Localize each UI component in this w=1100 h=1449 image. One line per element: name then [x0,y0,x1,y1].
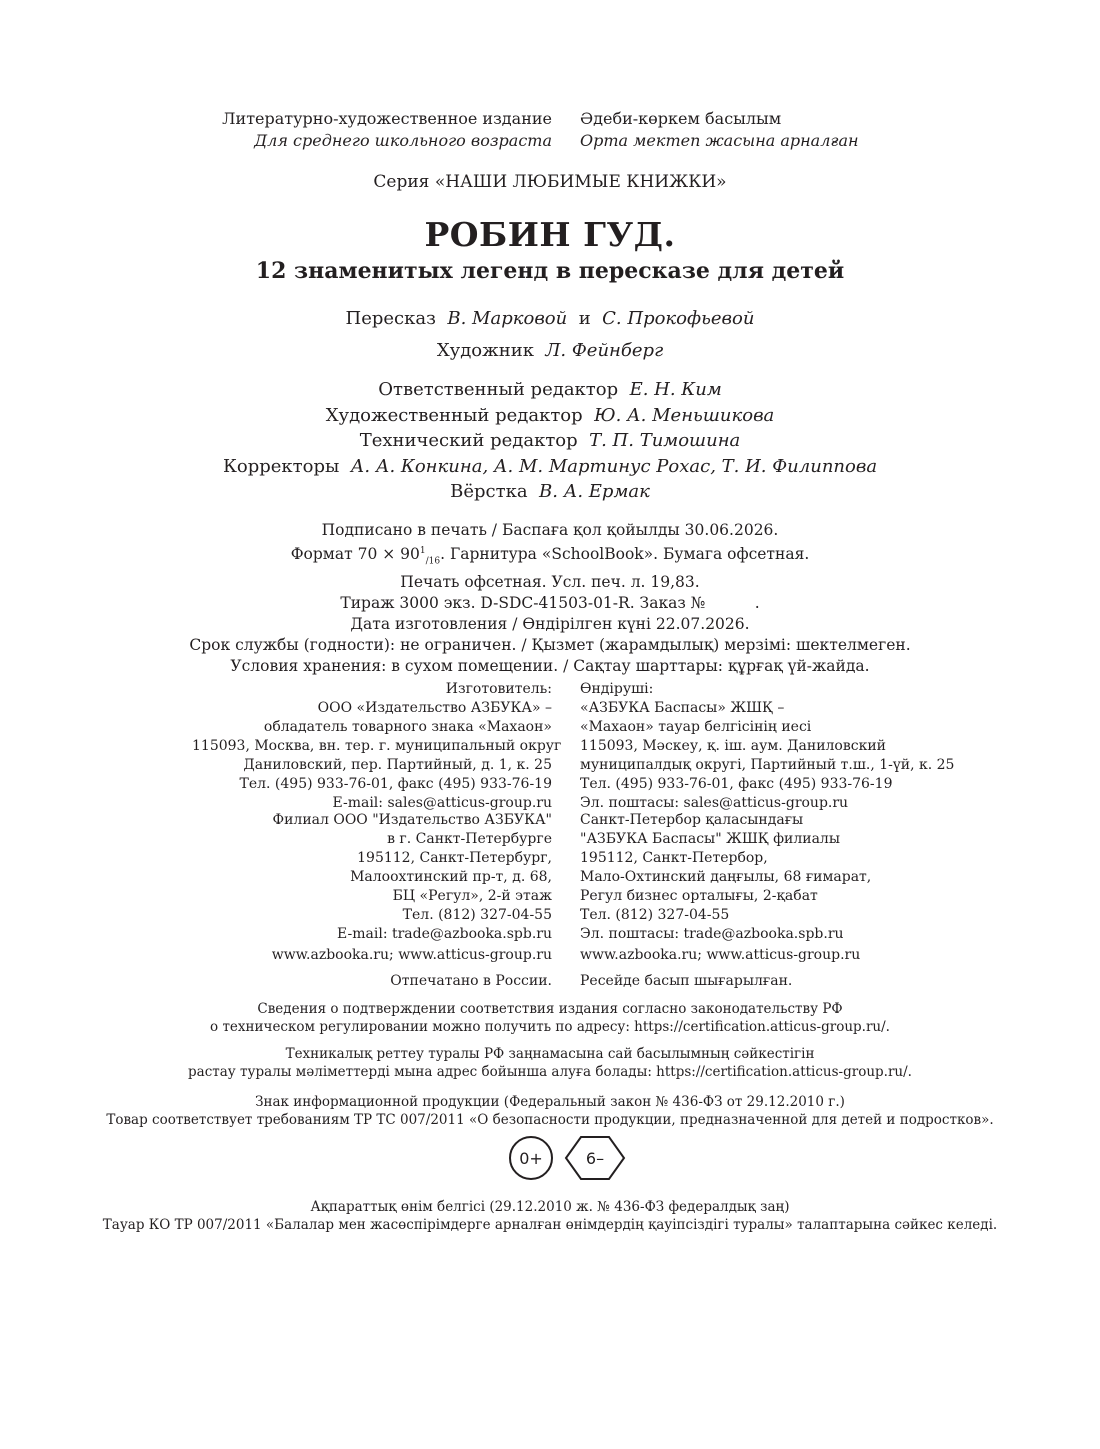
editor-name: Е. Н. Ким [629,379,722,400]
edition-type-kz: Әдеби-көркем басылым [580,109,782,128]
editor-name: А. А. Конкина, А. М. Мартинус Рохас, Т. И. Филиппова [350,455,878,477]
book-subtitle: 12 знаменитых легенд в пересказе для детей [255,258,845,284]
edition-type-ru: Литературно-художественное издание [222,109,552,128]
certification-kz-line: Техникалық реттеу туралы РФ заңнамасына сай басылымның сәйкестігін [285,1046,815,1062]
age-group-badge [563,1134,627,1182]
manufacturer-kz-line: Тел. (495) 933-76-01, факс (495) 933-76-19 [580,776,893,792]
branch-ru [192,811,552,944]
branch-ru-line: БЦ «Регул», 2-й этаж [392,888,552,904]
book-title: РОБИН ГУД. [424,215,676,254]
info-sign-ru-line: Товар соответствует требованиям ТР ТС 007/2011 «О безопасности продукции, предназначенной для детей и подростков». [106,1112,994,1128]
info-sign-ru-line: Знак информационной продукции (Федеральный закон № 436-ФЗ от 29.12.2010 г.) [255,1094,845,1110]
age-badges [0,1136,1100,1198]
editor-role: Ответственный редактор [378,379,619,400]
run-line: Тираж 3000 экз. D-SDC-41503-01-R. Заказ № . [340,594,760,613]
editor-role: Технический редактор [359,430,578,451]
certification-ru-line: Сведения о подтверждении соответствия издания согласно законодательству РФ [257,1001,843,1017]
branch-kz-line: Санкт-Петербор қаласындағы [580,812,804,828]
manufacturer-ru-email: E-mail: sales@atticus-group.ru [332,795,552,811]
editor-line [0,479,1100,505]
editor-role: Корректоры [222,455,340,477]
manufacturer-ru-line: Даниловский, пер. Партийный, д. 1, к. 25 [243,757,552,773]
editor-role: Вёрстка [450,481,528,502]
artist-line [0,340,1100,361]
format-prefix: Формат 70 × 90 [290,545,420,564]
made-date-line: Дата изготовления / Өндірілген күні 22.07.2026. [350,615,750,634]
storage-line: Условия хранения: в сухом помещении. / Сақтау шарттары: құрғақ үй-жайда. [230,657,870,676]
branch-kz-line: Регул бизнес орталығы, 2-қабат [580,888,818,904]
manufacturer-kz-line: Өндіруші: [580,681,654,697]
retold-name-1: В. Марковой [447,308,568,329]
printed-in-kz: Ресейде басып шығарылған. [580,973,793,989]
websites-ru: www.azbooka.ru; www.atticus-group.ru [271,947,552,963]
info-sign-kz-line: Тауар КО ТР 007/2011 «Балалар мен жасөспірімдерге арналған өнімдердің қауіпсіздігі туралы» талаптарына сәйкес келеді. [102,1217,998,1233]
editor-name: В. А. Ермак [539,481,650,502]
series-name: Серия «НАШИ ЛЮБИМЫЕ КНИЖКИ» [373,172,727,192]
retold-label: Пересказ [345,308,436,329]
manufacturer-ru-line: Изготовитель: [445,681,552,697]
format-sup: 1 [419,546,426,556]
manufacturer-kz-email: Эл. поштасы: sales@atticus-group.ru [580,795,849,811]
branch-ru-line: Малоохтинский пр-т, д. 68, [350,869,552,885]
signed-line: Подписано в печать / Баспаға қол қойылды 30.06.2026. [321,521,779,539]
manufacturer-kz-line: 115093, Мәскеу, қ. іш. аум. Даниловский [580,738,886,754]
certification-ru-line: о техническом регулировании можно получить по адресу: https://certification.atticus-group.ru/. [210,1019,890,1035]
manufacturer-kz-line: «Махаон» тауар белгісінің иесі [580,719,812,735]
branch-kz-line: 195112, Санкт-Петербор, [580,850,768,866]
certification-kz [0,1045,1100,1081]
branch-kz [580,811,940,944]
branch-ru-line: Тел. (812) 327-04-55 [402,907,552,923]
manufacturer-ru-line: обладатель товарного знака «Махаон» [263,719,552,735]
editor-line [0,403,1100,429]
branch-kz-line: "АЗБУКА Баспасы" ЖШҚ филиалы [580,831,840,847]
imprint-block [0,520,1100,677]
branch-ru-line: Филиал ООО "Издательство АЗБУКА" [272,812,552,828]
print-line: Печать офсетная. Усл. печ. л. 19,83. [400,573,700,592]
manufacturer-ru-line: ООО «Издательство АЗБУКА» – [317,700,552,716]
info-sign-kz-line: Ақпараттық өнім белгісі (29.12.2010 ж. № 436-ФЗ федералдық заң) [310,1199,790,1215]
branch-kz-line: Тел. (812) 327-04-55 [580,907,730,923]
editor-name: Ю. А. Меньшикова [594,404,775,426]
manufacturer-ru-line: 115093, Москва, вн. тер. г. муниципальный округ [192,738,562,754]
format-suffix: . Гарнитура «SchoolBook». Бумага офсетная. [440,545,810,564]
editor-role: Художественный редактор [325,404,583,426]
manufacturer-kz-line: муниципалдық округі, Партийный т.ш., 1-үй, к. 25 [580,757,955,773]
retold-name-2: С. Прокофьевой [602,308,755,329]
editor-line [0,428,1100,454]
service-life-line: Срок службы (годности): не ограничен. / Қызмет (жарамдылық) мерзімі: шектелмеген. [189,636,911,655]
branch-ru-line: в г. Санкт-Петербурге [387,831,552,847]
retold-and: и [578,308,591,329]
editor-line [0,454,1100,480]
manufacturer-kz-line: «АЗБУКА Баспасы» ЖШҚ – [580,700,785,716]
format-sub: /16 [425,556,441,567]
age-group-kz: Орта мектеп жасына арналған [580,131,859,150]
branch-ru-line: 195112, Санкт-Петербург, [357,850,552,866]
age-group-label: 6– [585,1148,605,1168]
editors-list [0,377,1100,505]
retold-by-line [0,308,1100,329]
manufacturer-ru [192,680,562,813]
editor-name: Т. П. Тимошина [589,430,741,451]
age-rating-badge [509,1136,553,1180]
certification-kz-line: растау туралы мәліметтерді мына адрес бойынша алуға болады: https://certification.atticus-group.ru/. [188,1064,912,1080]
artist-label: Художник [436,340,534,361]
info-sign-ru [0,1093,1100,1129]
branch-kz-email: Эл. поштасы: trade@azbooka.spb.ru [580,926,844,942]
age-rating-label: 0+ [519,1148,543,1168]
certification-ru [0,1000,1100,1036]
info-sign-kz [0,1198,1100,1234]
artist-name: Л. Фейнберг [545,340,664,361]
manufacturer-ru-line: Тел. (495) 933-76-01, факс (495) 933-76-19 [239,776,552,792]
format-line [0,541,1100,572]
manufacturer-kz [580,680,955,813]
branch-ru-email: E-mail: trade@azbooka.spb.ru [337,926,552,942]
branch-kz-line: Мало-Охтинский даңғылы, 68 ғимарат, [580,869,872,885]
printed-in-ru: Отпечатано в России. [390,973,552,989]
websites-kz: www.azbooka.ru; www.atticus-group.ru [580,947,861,963]
age-group-ru: Для среднего школьного возраста [254,131,552,150]
editor-line [0,377,1100,403]
